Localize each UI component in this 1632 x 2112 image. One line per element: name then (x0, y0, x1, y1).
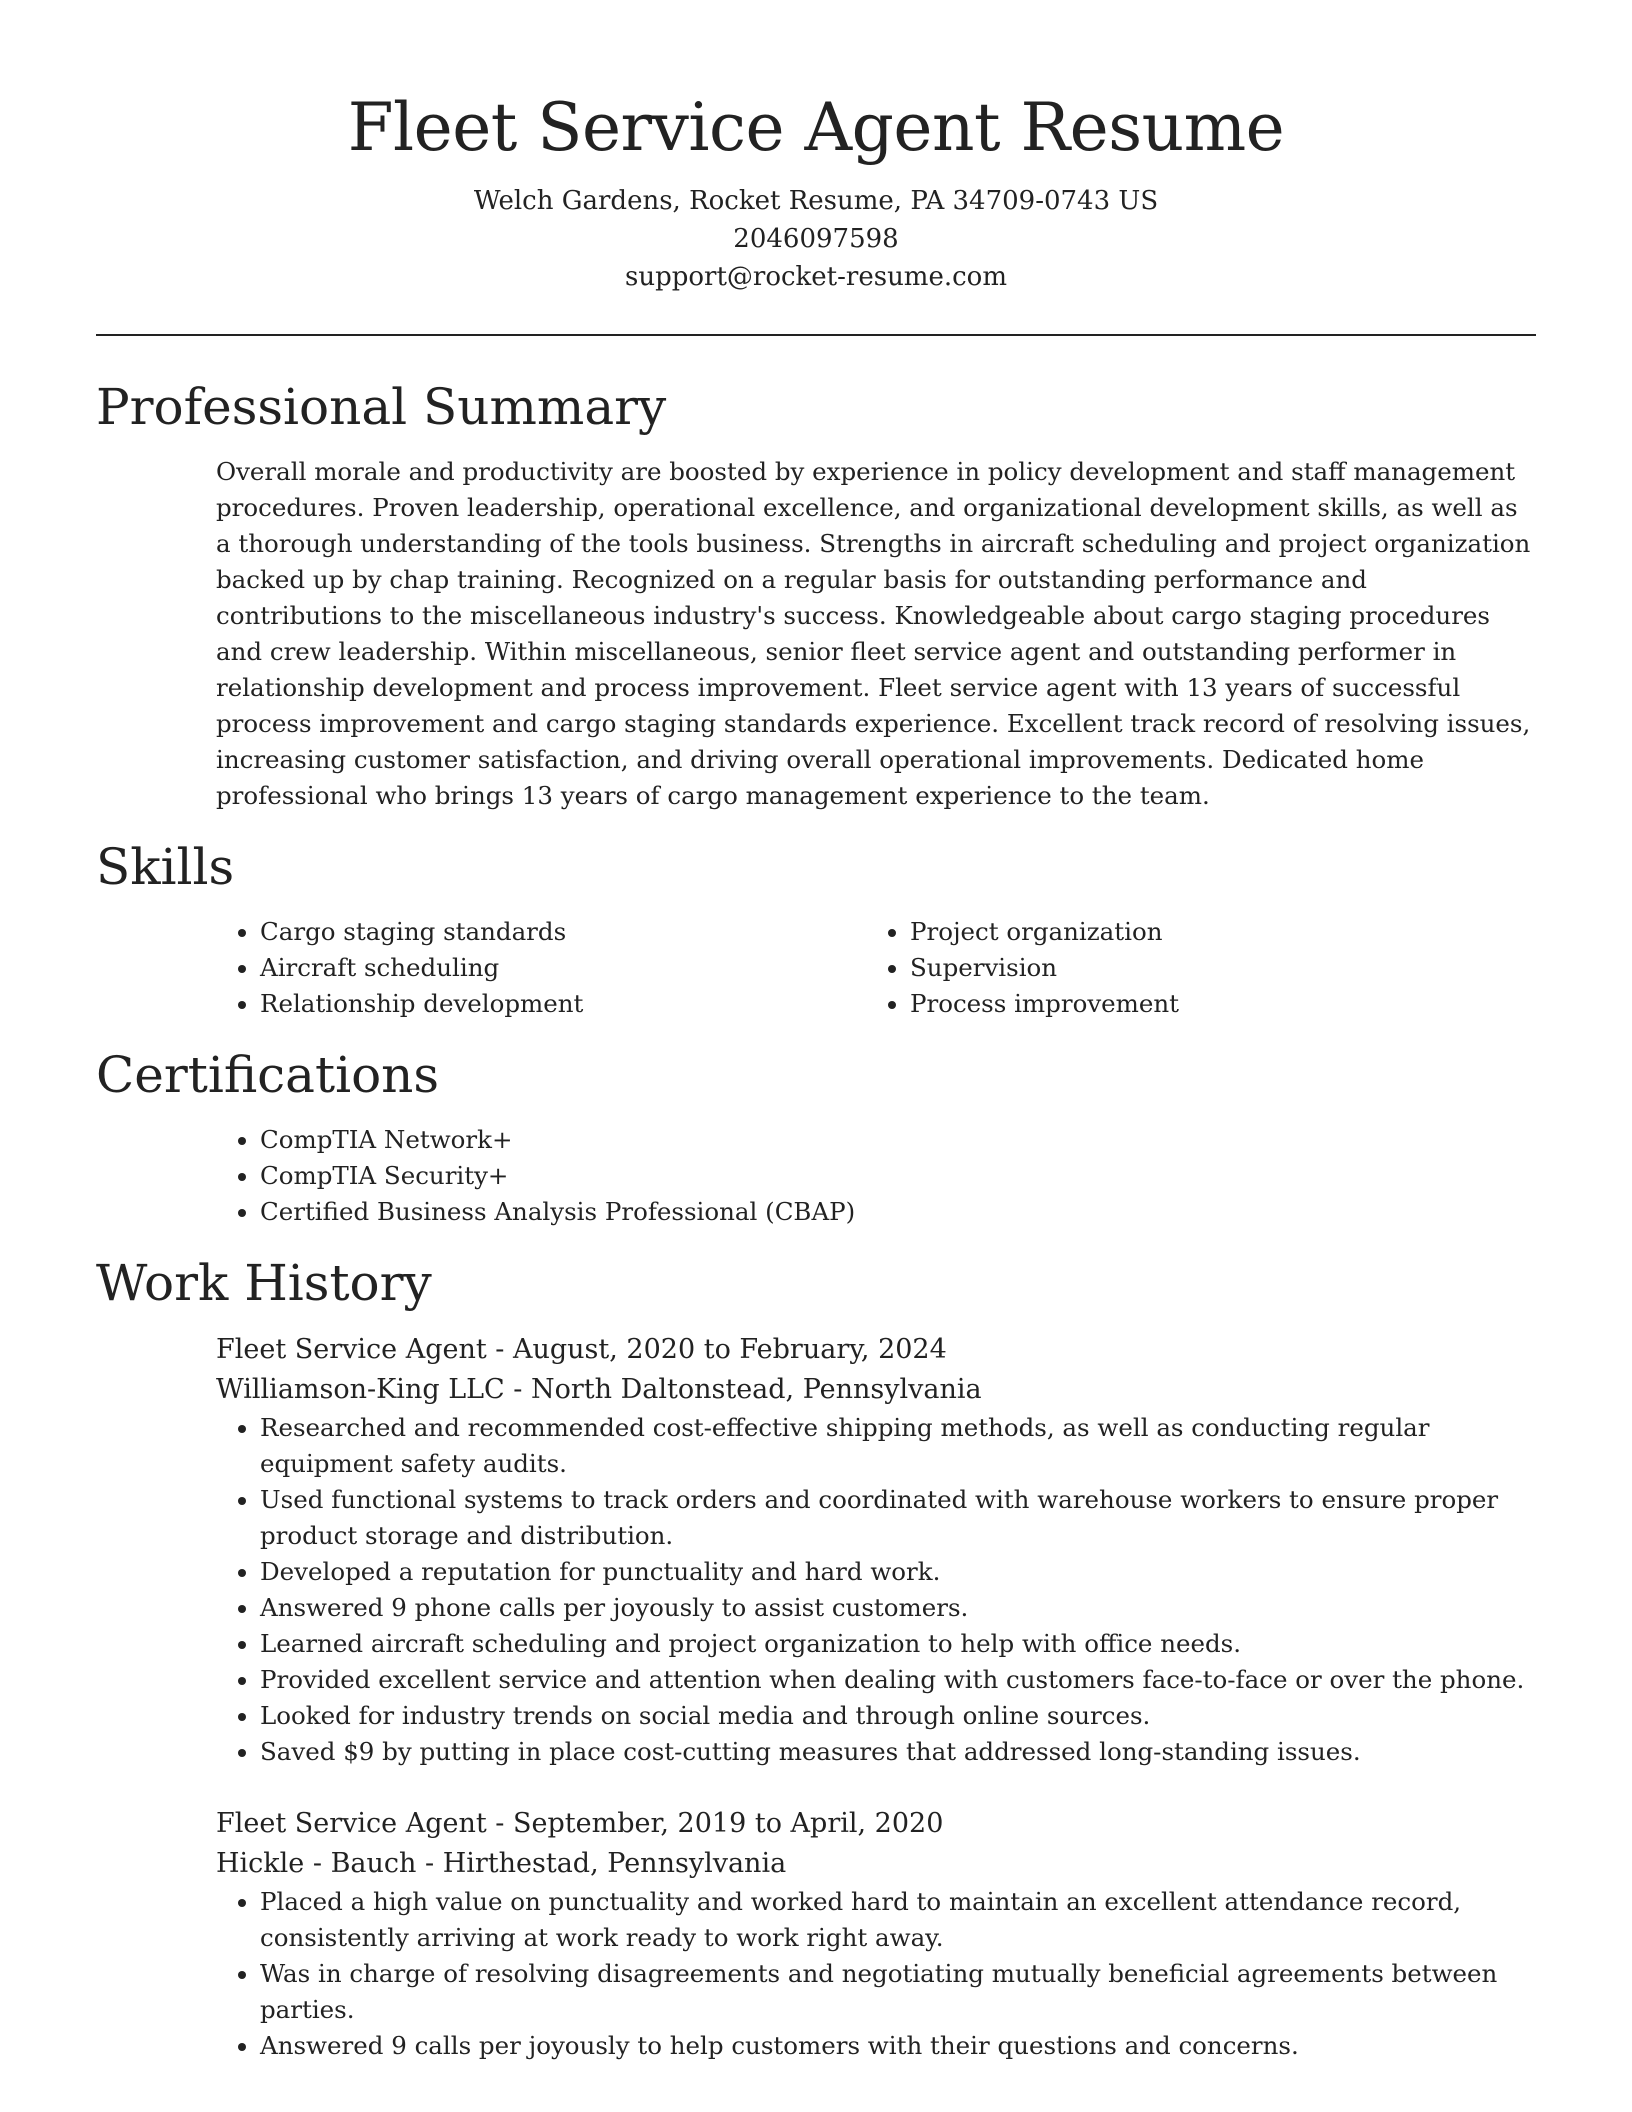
resume-page (96, 0, 1536, 2064)
skills-section (96, 836, 1536, 1022)
certifications-list-wrap (216, 1122, 1536, 1230)
job-duty-item: • Used functional systems to track orders and coordinated with warehouse workers to ensure proper product storage and distribution. (260, 1482, 1536, 1554)
job-duty-item: • Saved $9 by putting in place cost-cutting measures that addressed long-standing issues. (260, 1734, 1536, 1770)
skill-item: • Relationship development (260, 986, 866, 1022)
job-duty-item: • Answered 9 phone calls per joyously to assist customers. (260, 1590, 1536, 1626)
section-heading-summary: Professional Summary (96, 378, 667, 436)
job-company-location: Williamson-King LLC - North Daltonstead, Pennsylvania (216, 1374, 982, 1405)
skills-grid (216, 914, 1536, 1022)
certification-item: • Certified Business Analysis Professional (CBAP) (260, 1194, 1536, 1230)
skills-list-left (216, 914, 866, 1022)
contact-address: Welch Gardens, Rocket Resume, PA 34709-0743 US (473, 186, 1159, 216)
job-duty-item: • Provided excellent service and attention when dealing with customers face-to-face or over the phone. (260, 1662, 1536, 1698)
skill-item: • Project organization (910, 914, 1516, 950)
job-title-dates: Fleet Service Agent - August, 2020 to February, 2024 (216, 1334, 947, 1365)
summary-paragraph: Overall morale and productivity are boosted by experience in policy development and staff management procedures. Proven leadership, operational excellence, and organizational development skills, as well as a thorough understanding of the tools business. Strengths in aircraft scheduling and project organization backed up by chap training. Recognized on a regular basis for outstanding performance and contributions to the miscellaneous industry's success. Knowledgeable about cargo staging procedures and crew leadership. Within miscellaneous, senior fleet service agent and outstanding performer in relationship development and process improvement. Fleet service agent with 13 years of successful process improvement and cargo staging standards experience. Excellent track record of resolving issues, increasing customer satisfaction, and driving overall operational improvements. Dedicated home professional who brings 13 years of cargo management experience to the team. (216, 457, 1531, 810)
job-duty-item: • Was in charge of resolving disagreements and negotiating mutually beneficial agreements between parties. (260, 1956, 1536, 2028)
certification-item: • CompTIA Security+ (260, 1158, 1536, 1194)
job-entry (216, 1804, 1536, 2064)
skills-list-right (866, 914, 1516, 1022)
job-duty-item: • Looked for industry trends on social media and through online sources. (260, 1698, 1536, 1734)
contact-block (96, 182, 1536, 296)
skills-column-left (216, 914, 866, 1022)
section-heading-certifications: Certifications (96, 1046, 440, 1104)
job-duties-list (216, 1884, 1536, 2064)
job-title-dates: Fleet Service Agent - September, 2019 to April, 2020 (216, 1808, 944, 1839)
skill-item: • Supervision (910, 950, 1516, 986)
contact-email: support@rocket-resume.com (624, 262, 1007, 292)
job-duty-item: • Answered 9 calls per joyously to help customers with their questions and concerns. (260, 2028, 1536, 2064)
section-heading-work-history: Work History (96, 1254, 432, 1312)
section-heading-skills: Skills (96, 838, 235, 896)
skill-item: • Cargo staging standards (260, 914, 866, 950)
certifications-list (216, 1122, 1536, 1230)
skill-item: • Aircraft scheduling (260, 950, 866, 986)
header-divider (96, 334, 1536, 336)
job-duties-list (216, 1410, 1536, 1770)
skills-column-right (866, 914, 1516, 1022)
job-duty-item: • Placed a high value on punctuality and worked hard to maintain an excellent attendance record, consistently arriving at work ready to work right away. (260, 1884, 1536, 1956)
job-duty-item: • Learned aircraft scheduling and project organization to help with office needs. (260, 1626, 1536, 1662)
work-history-section (96, 1252, 1536, 2064)
certification-item: • CompTIA Network+ (260, 1122, 1536, 1158)
job-duty-item: • Researched and recommended cost-effective shipping methods, as well as conducting regular equipment safety audits. (260, 1410, 1536, 1482)
professional-summary-section (96, 376, 1536, 814)
contact-phone: 2046097598 (733, 224, 899, 254)
job-company-location: Hickle - Bauch - Hirthestad, Pennsylvania (216, 1848, 787, 1879)
skill-item: • Process improvement (910, 986, 1516, 1022)
resume-title: Fleet Service Agent Resume (347, 89, 1285, 166)
job-entry (216, 1330, 1536, 1770)
certifications-section (96, 1044, 1536, 1230)
job-duty-item: • Developed a reputation for punctuality and hard work. (260, 1554, 1536, 1590)
